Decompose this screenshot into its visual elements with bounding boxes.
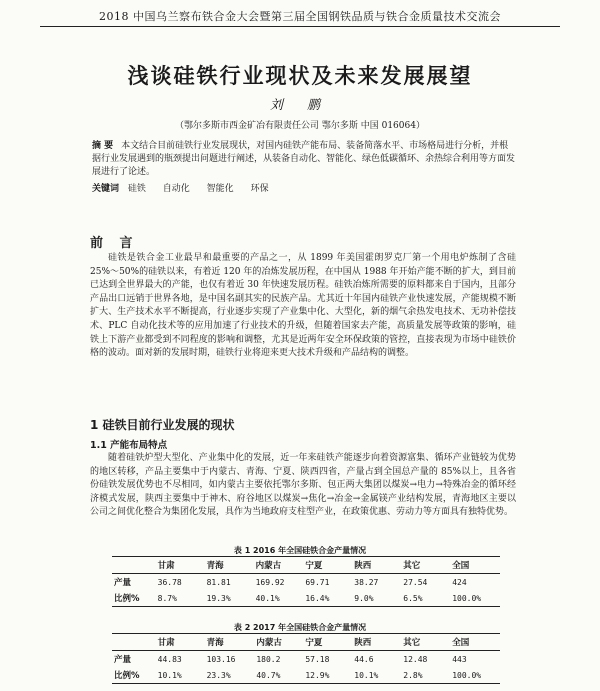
table-row — [112, 590, 500, 607]
table-header-cell: 其它 — [403, 638, 421, 648]
paper-title: 浅谈硅铁行业现状及未来发展展望 — [127, 64, 473, 88]
running-head: 2018 中国乌兰察布铁合金大会暨第三届全国钢铁品质与铁合金质量技术交流会 — [99, 10, 501, 23]
table-header-cell: 陕西 — [354, 561, 372, 571]
keyword: 智能化 — [206, 184, 234, 194]
intro-paragraph: 硅铁是铁合金工业最早和最重要的产品之一，从 1899 年美国霍朗罗克厂第一个用电炉炼制了含硅 25%～50%的硅铁以来，有着近 120 年的冶炼发展历程，在中国从 1988 年开始产能不断的扩大，到目前已达到全世界最大的产能，也仅有着近 30 年快速发展历程。硅铁冶炼所需要的原料都来自于国内，且部分产品出口远销于世界各地，是中国名副其实的民族产品。尤其近十年国内硅铁产业快速发展，产能规模不断扩大、生产技术水平不断提高，行业逐步实现了产业集中化、大型化，新的烟气余热发电技术、无功补偿技术、PLC 自动化技术等的应用加速了行业技术的升级，但随着国家去产能，高质量发展等政策的影响，硅铁上下游产业都受到不同程度的影响和调整，尤其是近两年安全环保政策的管控，直接表现为市场中硅铁价格的波动。面对新的发展时期，硅铁行业将迎来更大技术升级和产品结构的调整。 — [90, 253, 516, 359]
table-header-cell: 陕西 — [354, 638, 372, 648]
author-name: 刘 鹏 — [269, 98, 331, 113]
table-header-cell: 内蒙古 — [255, 561, 282, 571]
table-2 — [112, 633, 500, 684]
table-cell: 180.2 — [256, 654, 281, 664]
keyword: 自动化 — [162, 184, 190, 194]
keywords-label: 关键词 — [92, 184, 120, 194]
abstract — [92, 140, 516, 179]
table-cell: 16.4% — [305, 593, 330, 603]
table-header-cell: 青海 — [206, 561, 224, 571]
table-cell: 27.54 — [403, 577, 428, 587]
section-1-1-paragraph: 随着硅铁炉型大型化、产业集中化的发展，近一年来硅铁产能逐步向着资源富集、循环产业链较为优势的地区转移，产品主要集中于内蒙古、青海、宁夏、陕西四省，产量占到全国总产量的 85%以上，且各省份硅铁发展优势也不尽相同，如内蒙古主要依托鄂尔多斯、包正两大集团以煤炭→电力→特殊冶金的循环经济模式发展，陕西主要集中于神木、府谷地区以煤炭→焦化→冶金→金属镁产业结构发展，青海地区主要以公司之间优化整合为集团化发展，具作为当地政府支柱型产业，在政策优惠、劳动力等方面具有独特优势。 — [90, 453, 516, 518]
table-cell: 81.81 — [206, 577, 231, 587]
keyword: 硅铁 — [127, 184, 146, 194]
table-header-cell — [112, 634, 156, 651]
table-cell: 100.0% — [452, 593, 482, 603]
table-header-cell: 甘肃 — [157, 561, 175, 571]
table-cell: 2.8% — [403, 670, 423, 680]
table-header-cell: 其它 — [403, 561, 421, 571]
table-row — [112, 574, 500, 591]
intro-heading: 前 言 — [90, 236, 139, 251]
row-label: 产量 — [114, 578, 132, 588]
table-cell: 19.3% — [206, 593, 231, 603]
table-cell: 100.0% — [452, 670, 482, 680]
table-row — [112, 651, 500, 668]
keyword: 环保 — [250, 184, 269, 194]
abstract-label: 摘 要 — [92, 141, 114, 151]
keywords — [92, 181, 516, 194]
table-cell: 69.71 — [305, 577, 330, 587]
table-header-cell: 宁夏 — [305, 638, 323, 648]
table-header-cell: 内蒙古 — [256, 638, 282, 648]
table-header-cell: 甘肃 — [157, 638, 175, 648]
abstract-text: 本文结合目前硅铁行业发展现状，对国内硅铁产能布局、装备简落水平、市场格局进行分析，并根据行业发展遇到的瓶颈提出问题进行阐述，从装备自动化、智能化、绿色低碳循环、余热综合利用等方面发展进行了论述。 — [92, 141, 516, 177]
row-label: 比例% — [114, 671, 140, 681]
table-cell: 44.83 — [157, 654, 182, 664]
table-header-row — [112, 634, 500, 651]
row-label: 比例% — [114, 594, 140, 604]
section-1-heading: 1 硅铁目前行业发展的现状 — [90, 418, 235, 432]
table-header-cell — [112, 557, 156, 574]
table-1 — [112, 556, 500, 607]
table-cell: 8.7% — [157, 593, 177, 603]
table-cell: 6.5% — [403, 593, 423, 603]
table-cell: 9.0% — [354, 593, 374, 603]
table-cell: 40.7% — [256, 670, 281, 680]
table-cell: 12.9% — [305, 670, 330, 680]
table-header-cell: 青海 — [206, 638, 224, 648]
table-cell: 40.1% — [255, 593, 280, 603]
table-header-row — [112, 557, 500, 574]
table-cell: 12.48 — [403, 654, 428, 664]
table-row — [112, 667, 500, 684]
table-cell: 23.3% — [206, 670, 231, 680]
running-head-rule — [40, 26, 560, 27]
table-cell: 38.27 — [354, 577, 379, 587]
table-cell: 424 — [452, 577, 467, 587]
table-cell: 36.78 — [157, 577, 182, 587]
table-header-cell: 全国 — [452, 638, 470, 648]
row-label: 产量 — [114, 655, 132, 665]
table-cell: 10.1% — [157, 670, 182, 680]
table-cell: 169.92 — [255, 577, 285, 587]
table-2-caption: 表 2 2017 年全国硅铁合金产量情况 — [233, 623, 367, 632]
table-cell: 443 — [452, 654, 467, 664]
author-affiliation: （鄂尔多斯市西金矿冶有限责任公司 鄂尔多斯 中国 016064） — [175, 121, 425, 131]
table-header-cell: 宁夏 — [305, 561, 323, 571]
table-header-cell: 全国 — [452, 561, 470, 571]
section-1-1-heading: 1.1 产能布局特点 — [90, 440, 168, 451]
table-cell: 44.6 — [354, 654, 374, 664]
table-cell: 10.1% — [354, 670, 379, 680]
table-cell: 103.16 — [206, 654, 236, 664]
table-cell: 57.18 — [305, 654, 330, 664]
table-1-caption: 表 1 2016 年全国硅铁合金产量情况 — [233, 546, 367, 555]
